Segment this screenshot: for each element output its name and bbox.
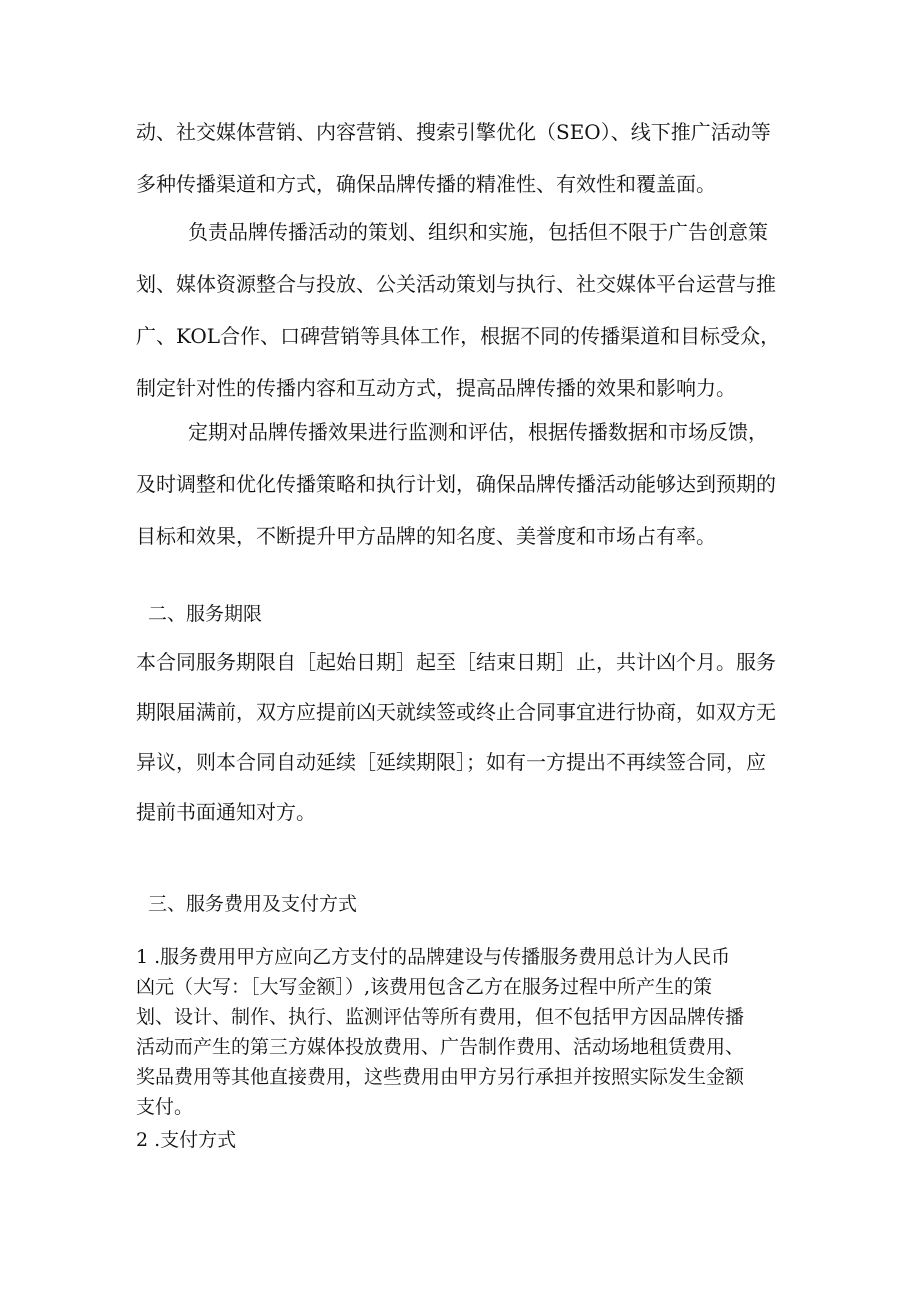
text-line: 及时调整和优化传播策略和执行计划，确保品牌传播活动能够达到预期的 (136, 472, 776, 496)
paragraph-fees (136, 942, 786, 1122)
text-line: 划、媒体资源整合与投放、公关活动策划与执行、社交媒体平台运营与推 (136, 272, 776, 296)
text-line: 制定针对性的传播内容和互动方式，提高品牌传播的效果和影响力。 (136, 376, 736, 400)
text-line: 支付。 (136, 1096, 194, 1118)
text-line: 广、KOL合作、口碑营销等具体工作，根据不同的传播渠道和目标受众， (136, 324, 781, 348)
paragraph-payment-method (136, 1125, 786, 1155)
text-line: 凶元（大写：［大写金额］）,该费用包含乙方在服务过程中所产生的策 (136, 976, 713, 998)
paragraph-planning (136, 206, 786, 414)
paragraph-monitoring (136, 406, 786, 562)
text-line: 1 .服务费用甲方应向乙方支付的品牌建设与传播服务费用总计为人民币 (136, 946, 731, 968)
text-line: 划、设计、制作、执行、监测评估等所有费用，但不包括甲方因品牌传播 (136, 1006, 745, 1028)
text-line: 提前书面通知对方。 (136, 800, 316, 824)
text-line: 2 .支付方式 (136, 1129, 237, 1151)
text-line: 动、社交媒体营销、内容营销、搜索引擎优化（SEO）、线下推广活动等 (136, 120, 771, 144)
text-line: 多种传播渠道和方式，确保品牌传播的精准性、有效性和覆盖面。 (136, 172, 716, 196)
text-line: 定期对品牌传播效果进行监测和评估，根据传播数据和市场反馈， (188, 420, 768, 444)
text-line: 期限届满前，双方应提前凶天就续签或终止合同事宜进行协商，如双方无 (136, 700, 776, 724)
paragraph-channels (136, 106, 786, 210)
text-line: 活动而产生的第三方媒体投放费用、广告制作费用、活动场地租赁费用、 (136, 1036, 745, 1058)
text-line: 目标和效果，不断提升甲方品牌的知名度、美誉度和市场占有率。 (136, 524, 716, 548)
text-line: 异议，则本合同自动延续［延续期限］；如有一方提出不再续签合同，应 (136, 750, 766, 774)
section-heading-term: 二、服务期限 (148, 603, 263, 625)
section-heading-fees: 三、服务费用及支付方式 (148, 893, 358, 915)
text-line: 负责品牌传播活动的策划、组织和实施，包括但不限于广告创意策 (188, 220, 768, 244)
paragraph-term (136, 637, 786, 837)
text-line: 本合同服务期限自［起始日期］起至［结束日期］止，共计凶个月。服务 (136, 650, 776, 674)
text-line: 奖品费用等其他直接费用，这些费用由甲方另行承担并按照实际发生金额 (136, 1066, 745, 1088)
